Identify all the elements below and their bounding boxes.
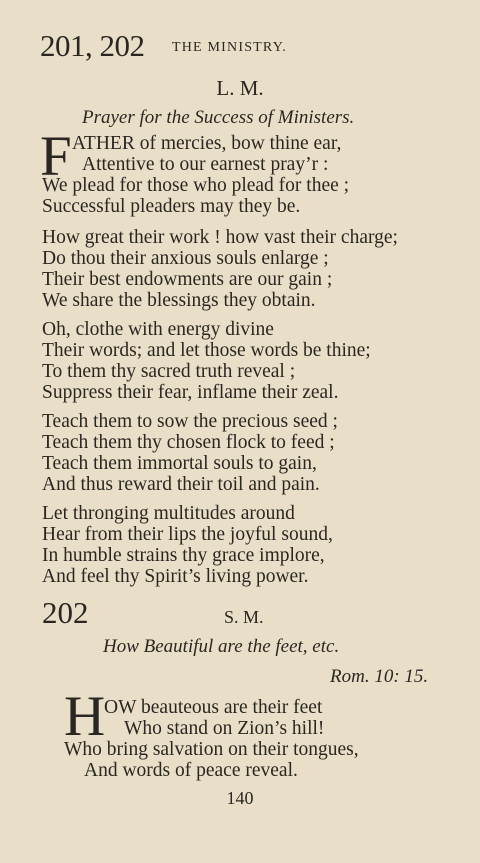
hymn-202-dropcap: H: [64, 685, 106, 748]
hymn-201-subtitle: Prayer for the Success of Ministers.: [82, 107, 355, 128]
hymn-201-line: And feel thy Spirit’s living power.: [42, 566, 309, 587]
hymn-201-line: Their words; and let those words be thine;: [42, 340, 371, 361]
hymn-201-line: Teach them immortal souls to gain,: [42, 453, 317, 474]
page-header: [40, 28, 460, 68]
hymn-202-line: OW beauteous are their feet: [104, 697, 323, 718]
hymn-202-meter: S. M.: [224, 607, 264, 627]
hymn-201-line: Let thronging multitudes around: [42, 503, 295, 524]
hymn-201-line: We plead for those who plead for thee ;: [42, 175, 350, 196]
hymn-201-line: Successful pleaders may they be.: [42, 196, 301, 217]
hymn-201-line: To them thy sacred truth reveal ;: [42, 361, 296, 382]
hymn-201-line: Teach them thy chosen flock to feed ;: [42, 432, 335, 453]
hymn-201-line: Suppress their fear, inflame their zeal.: [42, 382, 339, 403]
page-number: 140: [226, 788, 254, 808]
hymn-202-line: And words of peace reveal.: [84, 760, 298, 781]
hymn-201-line: ATHER of mercies, bow thine ear,: [72, 133, 342, 154]
hymn-202-line: Who bring salvation on their tongues,: [64, 739, 359, 760]
hymn-201-line: We share the blessings they obtain.: [42, 290, 316, 311]
hymn-202-subtitle: How Beautiful are the feet, etc.: [103, 636, 340, 657]
hymn-201-line: Teach them to sow the precious seed ;: [42, 411, 338, 432]
hymn-201-line: How great their work ! how vast their charge;: [42, 227, 398, 248]
hymn-numbers: 201, 202: [40, 28, 145, 63]
hymn-201-line: Oh, clothe with energy divine: [42, 319, 274, 340]
hymn-201-line: Their best endowments are our gain ;: [42, 269, 333, 290]
hymn-201-line: Do thou their anxious souls enlarge ;: [42, 248, 329, 269]
hymn-201-line: And thus reward their toil and pain.: [42, 474, 320, 495]
hymn-201-line: Attentive to our earnest pray’r :: [82, 154, 329, 175]
hymn-201-line: Hear from their lips the joyful sound,: [42, 524, 333, 545]
scripture-reference: Rom. 10: 15.: [330, 666, 429, 687]
hymn-202-line: Who stand on Zion’s hill!: [124, 718, 325, 739]
hymn-201-meter: L. M.: [216, 76, 264, 100]
hymn-201-dropcap: F: [40, 125, 72, 188]
hymn-202-number: 202: [42, 595, 89, 630]
section-title: THE MINISTRY.: [172, 40, 287, 55]
hymn-201-line: In humble strains thy grace implore,: [42, 545, 325, 566]
